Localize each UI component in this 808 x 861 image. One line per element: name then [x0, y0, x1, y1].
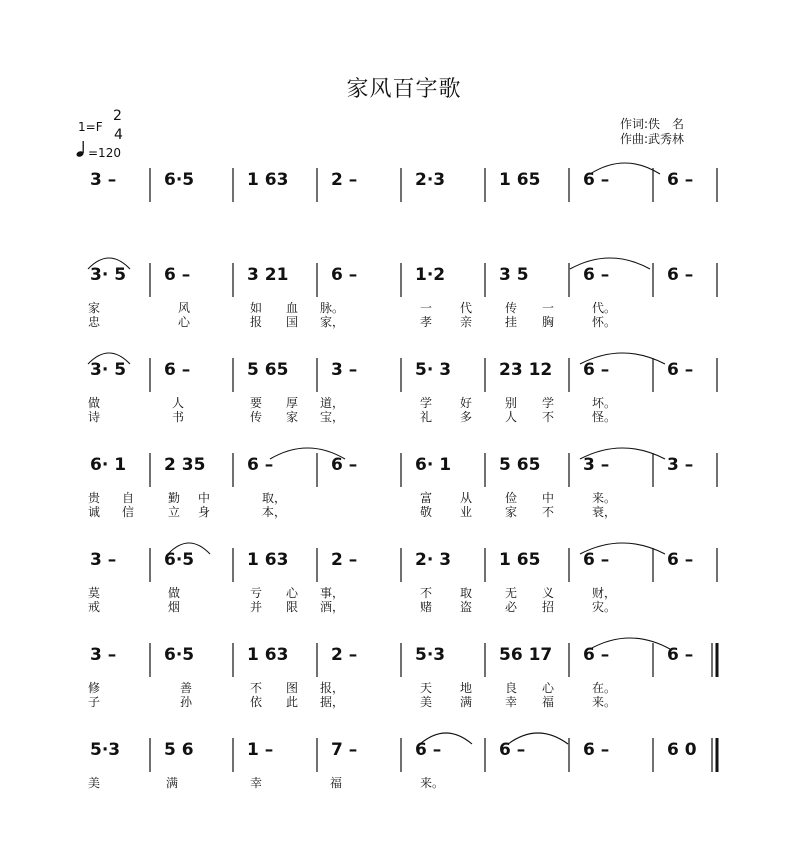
- lyric-verse-1: 心: [542, 681, 555, 695]
- time-signature-top: 2: [113, 108, 122, 124]
- measure: 2·3: [415, 170, 446, 190]
- measure: 6 –: [667, 645, 694, 665]
- lyric-verse-2: 报: [250, 315, 263, 329]
- measure: 3 –: [331, 360, 358, 380]
- lyric-verse-1: 血: [286, 301, 299, 315]
- measure: 1 63: [247, 645, 289, 665]
- lyric-verse-1: 传: [505, 301, 518, 315]
- measure: 3· 5: [90, 360, 127, 380]
- lyric-verse-1: 无: [505, 586, 518, 600]
- measure: 3 –: [90, 170, 117, 190]
- measure: 6 –: [164, 360, 191, 380]
- lyric-verse-2: 胸: [542, 315, 555, 329]
- measure: 2 –: [331, 170, 358, 190]
- lyric-verse-2: 立: [168, 505, 181, 519]
- lyric-verse-2: 依: [250, 695, 263, 709]
- measure: 1 65: [499, 170, 541, 190]
- lyric-verse-1: 在。: [592, 681, 617, 695]
- lyric-verse-2: 不: [542, 410, 555, 424]
- lyric-verse-1: 地: [460, 681, 473, 695]
- lyric-verse-2: 怪。: [592, 410, 617, 424]
- slur: [570, 258, 650, 269]
- measure: 5 65: [499, 455, 541, 475]
- lyric-verse-1: 取: [460, 586, 473, 600]
- measure: 6 –: [331, 265, 358, 285]
- lyric-verse-2: 家: [505, 505, 518, 519]
- lyric-verse-1: 代。: [592, 301, 617, 315]
- measure: 6 –: [499, 740, 526, 760]
- measure: 1 –: [247, 740, 274, 760]
- lyric-verse-2: 本，: [262, 505, 287, 519]
- lyric-verse-1: 厚: [286, 396, 299, 410]
- lyric-verse-2: 家: [286, 410, 299, 424]
- measure: 3 –: [90, 645, 117, 665]
- lyric-verse-2: 忠: [88, 315, 101, 329]
- lyric-verse-1: 贵: [88, 491, 101, 505]
- lyric-verse-2: 必: [505, 600, 518, 614]
- lyric-verse-2: 家，: [320, 315, 345, 329]
- lyric-verse-1: 勤: [168, 491, 181, 505]
- measure: 3 –: [583, 455, 610, 475]
- measure: 1·2: [415, 265, 446, 285]
- measure: 6 –: [583, 360, 610, 380]
- lyric-verse-1: 不: [250, 681, 263, 695]
- lyric-verse-2: 福: [542, 695, 555, 709]
- measure: 6 –: [667, 170, 694, 190]
- lyric-verse-1: 道，: [320, 396, 345, 410]
- lyric-verse-1: 福: [330, 776, 343, 790]
- lyric-verse-1: 一: [420, 301, 433, 315]
- lyric-verse-1: 俭: [505, 491, 518, 505]
- lyric-verse-1: 中: [198, 491, 211, 505]
- measure: 56 17: [499, 645, 553, 665]
- lyric-verse-1: 图: [286, 681, 299, 695]
- measure: 5·3: [90, 740, 121, 760]
- lyric-verse-2: 来。: [592, 695, 617, 709]
- lyric-verse-1: 来。: [420, 776, 445, 790]
- score-line-verse-3: [0, 445, 808, 525]
- measure: 3 21: [247, 265, 289, 285]
- score-line-verse-5: [0, 635, 808, 715]
- lyric-verse-2: 心: [178, 315, 191, 329]
- measure: 3 –: [667, 455, 694, 475]
- lyric-verse-1: 中: [542, 491, 555, 505]
- key-signature: 1=F: [78, 120, 103, 134]
- score-line-verse-2: [0, 350, 808, 430]
- lyric-verse-1: 良: [505, 681, 518, 695]
- measure: 5 65: [247, 360, 289, 380]
- measure: 6 –: [667, 550, 694, 570]
- lyric-verse-1: 一: [542, 301, 555, 315]
- measure: 6 –: [247, 455, 274, 475]
- lyric-verse-1: 莫: [88, 586, 101, 600]
- lyric-verse-1: 脉。: [320, 301, 345, 315]
- composer-credit: 作曲:武秀林: [620, 132, 685, 146]
- lyric-verse-1: 修: [88, 681, 101, 695]
- lyric-verse-2: 满: [460, 695, 473, 709]
- lyric-verse-1: 幸: [250, 776, 263, 790]
- lyric-verse-1: 来。: [592, 491, 617, 505]
- lyric-verse-1: 取，: [262, 491, 287, 505]
- measure: 6 –: [583, 740, 610, 760]
- lyric-verse-2: 据，: [320, 695, 345, 709]
- lyric-verse-2: 敬: [420, 505, 433, 519]
- measure: 6 –: [415, 740, 442, 760]
- lyric-verse-2: 礼: [420, 410, 433, 424]
- lyric-verse-2: 此: [286, 695, 299, 709]
- measure: 6 0: [667, 740, 697, 760]
- measure: 6· 1: [90, 455, 127, 475]
- quarter-note-icon: [76, 140, 88, 158]
- measure: 5 6: [164, 740, 194, 760]
- measure: 1 63: [247, 550, 289, 570]
- lyric-verse-2: 宝，: [320, 410, 345, 424]
- lyric-verse-2: 孝: [420, 315, 433, 329]
- lyric-verse-1: 家: [88, 301, 101, 315]
- measure: 6 –: [583, 265, 610, 285]
- lyric-verse-2: 招: [542, 600, 555, 614]
- lyric-verse-1: 富: [420, 491, 433, 505]
- lyric-verse-1: 不: [420, 586, 433, 600]
- measure: 3 –: [90, 550, 117, 570]
- lyric-verse-1: 满: [166, 776, 179, 790]
- measure: 2 –: [331, 645, 358, 665]
- measure: 1 65: [499, 550, 541, 570]
- score-line-intro: [0, 160, 808, 240]
- lyric-verse-1: 如: [250, 301, 263, 315]
- lyric-verse-2: 幸: [505, 695, 518, 709]
- measure: 6 –: [331, 455, 358, 475]
- measure: 3 5: [499, 265, 529, 285]
- measure: 1 63: [247, 170, 289, 190]
- lyric-verse-1: 好: [460, 396, 473, 410]
- measure: 7 –: [331, 740, 358, 760]
- measure: 6 –: [583, 550, 610, 570]
- measure: 6 –: [583, 170, 610, 190]
- tempo-marking: =120: [88, 146, 121, 160]
- lyric-verse-1: 做: [88, 396, 101, 410]
- lyric-verse-2: 信: [122, 505, 135, 519]
- lyric-verse-2: 多: [460, 410, 473, 424]
- lyric-verse-2: 怀。: [592, 315, 617, 329]
- measure: 5· 3: [415, 360, 452, 380]
- measure: 6 –: [667, 265, 694, 285]
- lyric-verse-1: 财，: [592, 586, 617, 600]
- lyric-verse-1: 坏。: [592, 396, 617, 410]
- lyric-verse-2: 书: [172, 410, 185, 424]
- score-line-coda: [0, 730, 808, 810]
- lyric-verse-2: 并: [250, 600, 263, 614]
- lyric-verse-1: 学: [542, 396, 555, 410]
- lyric-verse-2: 亲: [460, 315, 473, 329]
- lyric-verse-1: 报，: [320, 681, 345, 695]
- score-line-verse-1: [0, 255, 808, 335]
- song-title: 家风百字歌: [346, 77, 462, 102]
- lyric-verse-1: 善: [180, 681, 193, 695]
- lyric-verse-2: 国: [286, 315, 299, 329]
- lyric-verse-2: 美: [420, 695, 433, 709]
- lyric-verse-1: 美: [88, 776, 101, 790]
- lyric-verse-2: 烟: [168, 600, 181, 614]
- measure: 6 –: [164, 265, 191, 285]
- lyric-verse-1: 亏: [250, 586, 263, 600]
- lyric-verse-2: 挂: [505, 315, 518, 329]
- lyric-verse-1: 义: [542, 586, 555, 600]
- lyric-verse-2: 人: [505, 410, 518, 424]
- measure: 6 –: [667, 360, 694, 380]
- lyric-verse-2: 孙: [180, 695, 193, 709]
- lyric-verse-2: 戒: [88, 600, 101, 614]
- lyric-verse-2: 诚: [88, 505, 101, 519]
- lyric-verse-2: 酒，: [320, 600, 345, 614]
- measure: 5·3: [415, 645, 446, 665]
- measure: 6 –: [583, 645, 610, 665]
- lyric-verse-1: 从: [460, 491, 473, 505]
- lyric-verse-2: 业: [460, 505, 473, 519]
- lyric-verse-1: 人: [172, 396, 185, 410]
- measure: 2 –: [331, 550, 358, 570]
- lyric-verse-2: 传: [250, 410, 263, 424]
- lyric-verse-2: 诗: [88, 410, 101, 424]
- time-signature-bottom: 4: [114, 127, 123, 143]
- lyric-verse-1: 自: [122, 491, 135, 505]
- lyric-verse-2: 盗: [460, 600, 473, 614]
- measure: 6·5: [164, 170, 195, 190]
- measure: 2· 3: [415, 550, 452, 570]
- lyric-verse-2: 赌: [420, 600, 433, 614]
- lyric-verse-1: 学: [420, 396, 433, 410]
- lyric-verse-2: 限: [286, 600, 299, 614]
- lyric-verse-1: 心: [286, 586, 299, 600]
- measure: 6· 1: [415, 455, 452, 475]
- lyric-verse-1: 别: [505, 396, 518, 410]
- lyric-verse-1: 事，: [320, 586, 345, 600]
- score-line-verse-4: [0, 540, 808, 620]
- lyricist-credit: 作词:佚 名: [620, 117, 685, 131]
- lyric-verse-2: 不: [542, 505, 555, 519]
- measure: 2 35: [164, 455, 206, 475]
- lyric-verse-1: 要: [250, 396, 263, 410]
- lyric-verse-1: 代: [460, 301, 473, 315]
- measure: 6·5: [164, 550, 195, 570]
- lyric-verse-2: 衰，: [592, 505, 617, 519]
- measure: 23 12: [499, 360, 553, 380]
- lyric-verse-1: 天: [420, 681, 433, 695]
- lyric-verse-2: 灾。: [592, 600, 617, 614]
- lyric-verse-1: 做: [168, 586, 181, 600]
- lyric-verse-2: 子: [88, 695, 101, 709]
- lyric-verse-1: 风: [178, 301, 191, 315]
- lyric-verse-2: 身: [198, 505, 211, 519]
- measure: 6·5: [164, 645, 195, 665]
- measure: 3· 5: [90, 265, 127, 285]
